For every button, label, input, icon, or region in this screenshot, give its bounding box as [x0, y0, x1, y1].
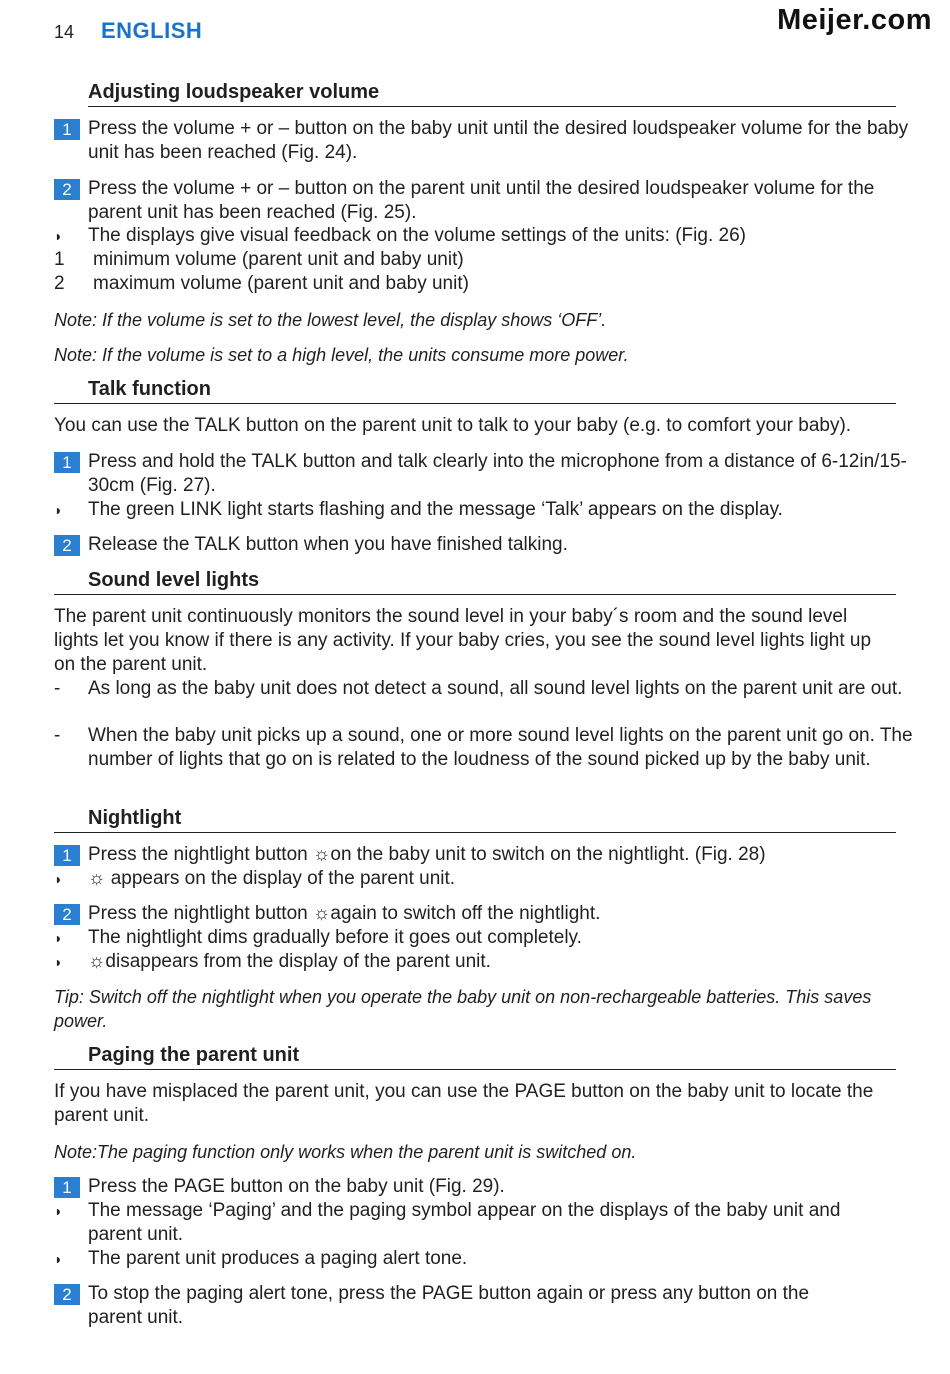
intro-text: The parent unit continuously monitors the sound level in your baby´s room and the sound level lights let you know if there is any activity. If your baby cries, you see the sound level lights light up on the parent unit.: [54, 606, 872, 675]
bullet-icon: ◗: [54, 930, 63, 946]
section-title-nightlight: Nightlight: [54, 806, 896, 833]
step-number-badge: 2: [54, 179, 80, 200]
section-title-sound: Sound level lights: [54, 568, 896, 595]
step-text: Press the nightlight button ☼again to switch off the nightlight.: [88, 903, 601, 924]
step-text: Press the PAGE button on the baby unit (Fig. 29).: [88, 1176, 505, 1197]
result-item: [54, 1247, 930, 1271]
step-item: [54, 1282, 848, 1330]
dash-item: [54, 677, 930, 701]
dash-marker: -: [54, 678, 61, 699]
result-text: The message ‘Paging’ and the paging symbol appear on the displays of the baby unit and parent unit.: [88, 1200, 841, 1245]
note-text: Note: If the volume is set to a high level, the units consume more power.: [54, 345, 629, 365]
step-item: [54, 177, 930, 225]
item-text: When the baby unit picks up a sound, one or more sound level lights on the parent unit go on. The number of lights that go on is related to the loudness of the sound picked up by the baby unit.: [88, 725, 913, 770]
result-item: [54, 950, 930, 974]
step-item: [54, 450, 930, 498]
step-number-badge: 2: [54, 1284, 80, 1305]
step-text: To stop the paging alert tone, press the PAGE button again or press any button on the parent unit.: [88, 1283, 810, 1328]
step-text: Press the volume + or – button on the parent unit until the desired loudspeaker volume for the parent unit has been reached (Fig. 25).: [88, 178, 875, 223]
section-title-paging: Paging the parent unit: [54, 1043, 896, 1070]
step-number-badge: 1: [54, 452, 80, 473]
step-text: Press and hold the TALK button and talk clearly into the microphone from a distance of 6-12in/15-30cm (Fig. 27).: [88, 451, 907, 496]
bullet-icon: ◗: [54, 1203, 63, 1219]
language-heading: ENGLISH: [101, 18, 203, 43]
note-text: Note: If the volume is set to the lowest level, the display shows ‘OFF’.: [54, 310, 607, 330]
item-text: As long as the baby unit does not detect a sound, all sound level lights on the parent unit are out.: [88, 678, 903, 699]
list-text: minimum volume (parent unit and baby unit): [93, 249, 464, 270]
result-item: [54, 1199, 848, 1247]
dash-marker: -: [54, 725, 61, 746]
result-item: [54, 224, 930, 248]
tip-text: Tip: Switch off the nightlight when you operate the baby unit on non-rechargeable batteries. This saves power.: [54, 987, 872, 1031]
bullet-icon: ◗: [54, 502, 63, 518]
section-title-volume: Adjusting loudspeaker volume: [88, 80, 896, 107]
bullet-icon: ◗: [54, 954, 63, 970]
result-text: The displays give visual feedback on the volume settings of the units: (Fig. 26): [88, 225, 746, 246]
step-number-badge: 2: [54, 904, 80, 925]
intro-text: You can use the TALK button on the parent unit to talk to your baby (e.g. to comfort your baby).: [54, 415, 852, 436]
list-item: [54, 272, 935, 296]
result-text: ☼disappears from the display of the parent unit.: [88, 951, 491, 972]
brand-watermark: Meijer.com: [777, 4, 932, 36]
result-text: ☼ appears on the display of the parent unit.: [88, 868, 456, 889]
step-number-badge: 1: [54, 845, 80, 866]
step-item: [54, 117, 930, 165]
page-number: 14: [54, 22, 75, 42]
intro-text: If you have misplaced the parent unit, you can use the PAGE button on the baby unit to locate the parent unit.: [54, 1081, 874, 1126]
result-text: The parent unit produces a paging alert tone.: [88, 1248, 468, 1269]
step-number-badge: 1: [54, 119, 80, 140]
step-number-badge: 2: [54, 535, 80, 556]
list-item: [54, 248, 935, 272]
result-item: [54, 926, 930, 950]
note-text: Note:The paging function only works when the parent unit is switched on.: [54, 1142, 637, 1162]
step-text: Press the nightlight button ☼on the baby unit to switch on the nightlight. (Fig. 28): [88, 844, 766, 865]
step-item: [54, 843, 930, 867]
list-text: maximum volume (parent unit and baby unit): [93, 273, 469, 294]
step-item: [54, 902, 930, 926]
list-number: 2: [54, 273, 65, 294]
list-number: 1: [54, 249, 65, 270]
result-text: The green LINK light starts flashing and the message ‘Talk’ appears on the display.: [88, 499, 783, 520]
result-item: [54, 498, 930, 522]
step-item: [54, 1175, 930, 1199]
section-title-talk: Talk function: [54, 377, 896, 404]
bullet-icon: ◗: [54, 871, 63, 887]
step-text: Release the TALK button when you have finished talking.: [88, 534, 568, 555]
bullet-icon: ◗: [54, 1251, 63, 1267]
step-item: [54, 533, 930, 557]
step-text: Press the volume + or – button on the baby unit until the desired loudspeaker volume for the baby unit has been reached (Fig. 24).: [88, 118, 909, 163]
result-text: The nightlight dims gradually before it goes out completely.: [88, 927, 582, 948]
bullet-icon: ◗: [54, 228, 63, 244]
dash-item: [54, 724, 930, 772]
result-item: [54, 867, 930, 891]
step-number-badge: 1: [54, 1177, 80, 1198]
